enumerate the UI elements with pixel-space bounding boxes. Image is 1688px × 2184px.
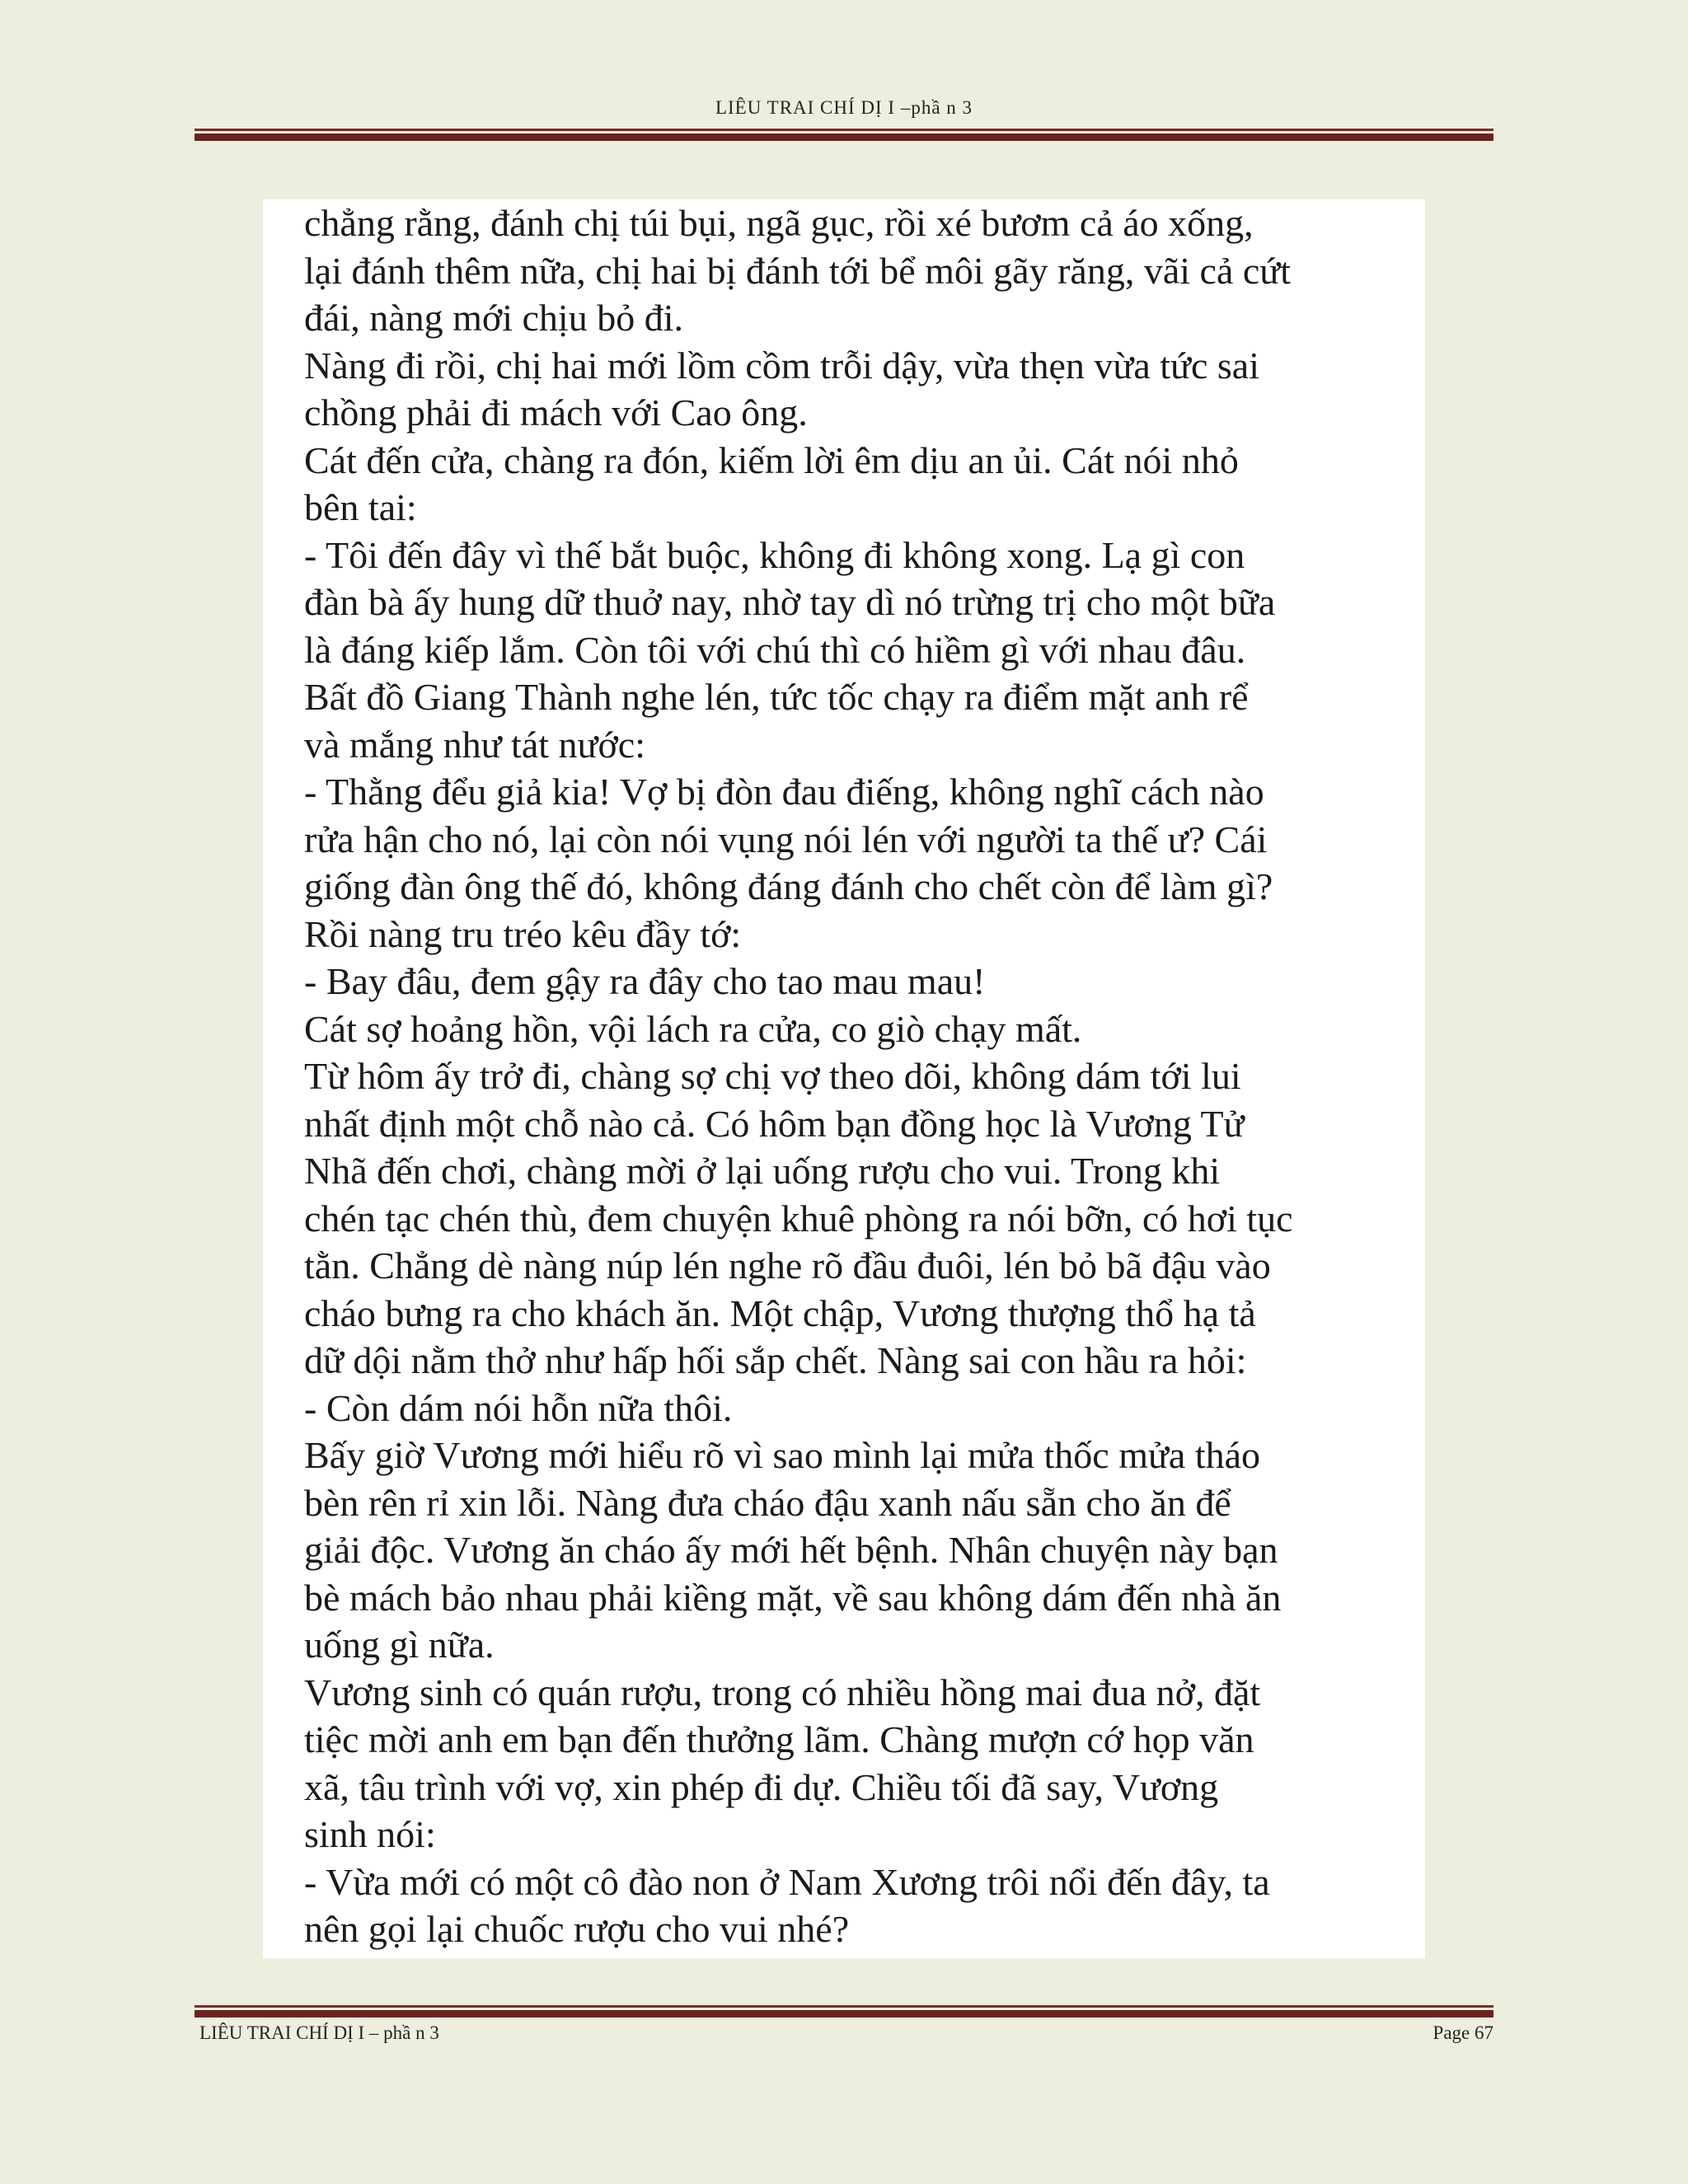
text-line: tiệc mời anh em bạn đến thưởng lãm. Chàng mượn cớ họp văn — [304, 1718, 1254, 1760]
text-line: Nàng đi rồi, chị hai mới lồm cồm trỗi dậy, vừa thẹn vừa tức sai — [304, 344, 1259, 387]
text-line: tằn. Chẳng dè nàng núp lén nghe rõ đầu đuôi, lén bỏ bã đậu vào — [304, 1244, 1271, 1286]
footer-divider-thick — [195, 2010, 1493, 2018]
text-line: Cát đến cửa, chàng ra đón, kiếm lời êm dịu an ủi. Cát nói nhỏ — [304, 438, 1239, 481]
page-header: LIÊU TRAI CHÍ DỊ I –phầ n 3 — [715, 97, 973, 118]
text-line: Bất đồ Giang Thành nghe lén, tức tốc chạy ra điểm mặt anh rể — [304, 676, 1249, 718]
text-line: chẳng rằng, đánh chị túi bụi, ngã gục, rồi xé bươm cả áo xống, — [304, 202, 1254, 244]
text-line: Nhã đến chơi, chàng mời ở lại uống rượu cho vui. Trong khi — [304, 1150, 1221, 1192]
text-line: giải độc. Vương ăn cháo ấy mới hết bệnh. Nhân chuyện này bạn — [304, 1529, 1278, 1571]
text-line: - Vừa mới có một cô đào non ở Nam Xương trôi nổi đến đây, ta — [304, 1860, 1270, 1903]
text-line: chén tạc chén thù, đem chuyện khuê phòng ra nói bỡn, có hơi tục — [304, 1197, 1293, 1240]
text-line: rửa hận cho nó, lại còn nói vụng nói lén với người ta thế ư? Cái — [304, 818, 1268, 860]
text-line: - Thằng đểu giả kia! Vợ bị đòn đau điếng, không nghĩ cách nào — [304, 771, 1264, 813]
text-line: - Còn dám nói hỗn nữa thôi. — [304, 1386, 733, 1429]
header-divider-thick — [195, 134, 1493, 141]
text-line: đái, nàng mới chịu bỏ đi. — [304, 297, 683, 339]
text-line: sinh nói: — [304, 1813, 436, 1855]
text-line: - Tôi đến đây vì thế bắt buộc, không đi không xong. Lạ gì con — [304, 533, 1245, 576]
text-line: Rồi nàng tru tréo kêu đầy tớ: — [304, 912, 742, 955]
text-line: - Bay đâu, đem gậy ra đây cho tao mau mau! — [304, 960, 986, 1002]
text-line: Từ hôm ấy trở đi, chàng sợ chị vợ theo dõi, không dám tới lui — [304, 1055, 1241, 1097]
text-line: và mắng như tát nước: — [304, 723, 645, 766]
text-line: xã, tâu trình với vợ, xin phép đi dự. Chiều tối đã say, Vương — [304, 1765, 1219, 1808]
text-line: giống đàn ông thế đó, không đáng đánh cho chết còn để làm gì? — [304, 865, 1273, 907]
text-line: uống gì nữa. — [304, 1624, 495, 1666]
text-line: Vương sinh có quán rượu, trong có nhiều hồng mai đua nở, đặt — [304, 1671, 1261, 1713]
page-number: Page 67 — [1432, 2022, 1493, 2043]
text-line: Bấy giờ Vương mới hiểu rõ vì sao mình lại mửa thốc mửa tháo — [304, 1434, 1261, 1476]
footer-divider — [195, 2005, 1493, 2018]
text-line: nhất định một chỗ nào cả. Có hôm bạn đồng học là Vương Tử — [304, 1102, 1245, 1145]
body-text — [263, 199, 1425, 1958]
text-line: bèn rên rỉ xin lỗi. Nàng đưa cháo đậu xanh nấu sẵn cho ăn để — [304, 1481, 1231, 1524]
text-line: nên gọi lại chuốc rượu cho vui nhé? — [304, 1908, 850, 1950]
text-line: bè mách bảo nhau phải kiềng mặt, về sau không dám đến nhà ăn — [304, 1576, 1282, 1619]
header-divider — [195, 129, 1493, 141]
text-line: Cát sợ hoảng hồn, vội lách ra cửa, co giò chạy mất. — [304, 1007, 1082, 1050]
text-line: là đáng kiếp lắm. Còn tôi với chú thì có hiềm gì với nhau đâu. — [304, 628, 1246, 671]
text-line: đàn bà ấy hung dữ thuở nay, nhờ tay dì nó trừng trị cho một bữa — [304, 581, 1276, 623]
footer-title: LIÊU TRAI CHÍ DỊ I – phầ n 3 — [199, 2022, 439, 2043]
text-line: dữ dội nằm thở như hấp hối sắp chết. Nàng sai con hầu ra hỏi: — [304, 1339, 1247, 1381]
text-line: chồng phải đi mách với Cao ông. — [304, 391, 808, 434]
text-line: cháo bưng ra cho khách ăn. Một chập, Vương thượng thổ hạ tả — [304, 1291, 1256, 1334]
text-line: bên tai: — [304, 486, 417, 528]
text-line: lại đánh thêm nữa, chị hai bị đánh tới bể môi gãy răng, vãi cả cứt — [304, 249, 1291, 292]
